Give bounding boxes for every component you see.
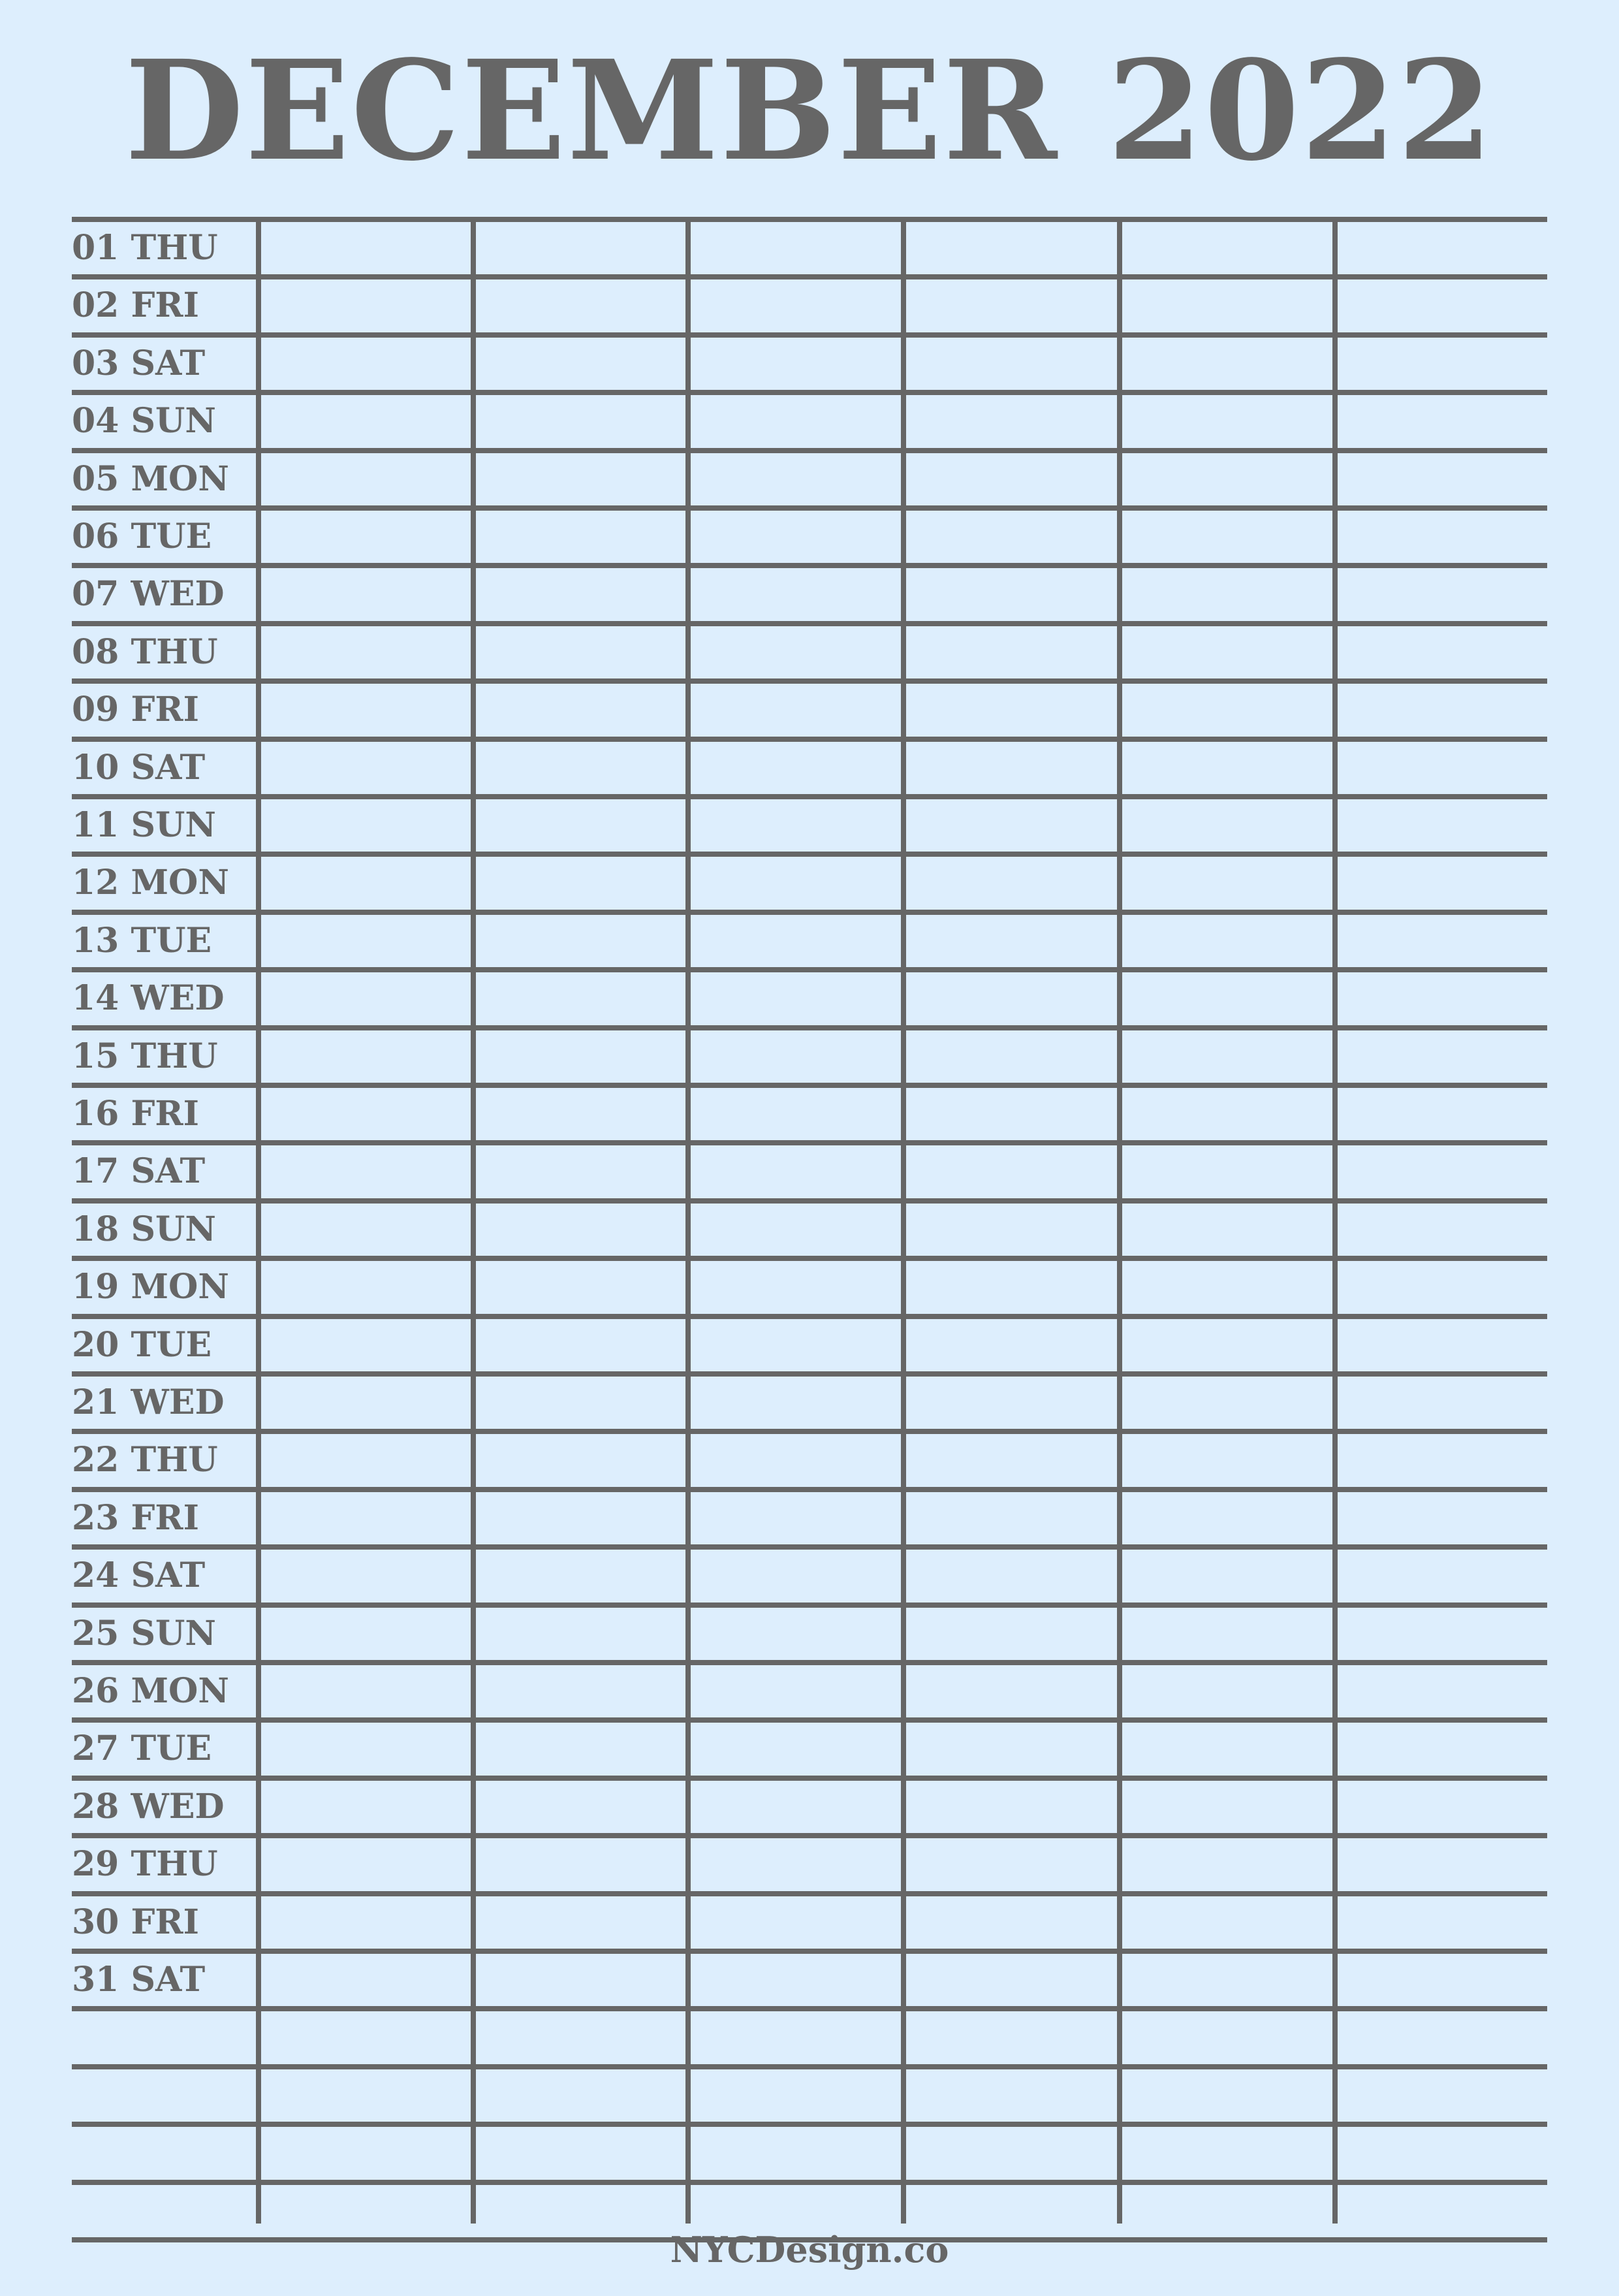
day-label: 17 SAT [72, 1151, 206, 1191]
row-divider [72, 1487, 1547, 1492]
day-label: 19 MON [72, 1267, 229, 1307]
row-divider [72, 1314, 1547, 1319]
day-label: 25 SUN [72, 1614, 216, 1653]
footer-credit: NYCDesign.co [670, 2229, 949, 2271]
row-divider [72, 852, 1547, 857]
day-label: 12 MON [72, 863, 229, 902]
day-label: 13 TUE [72, 921, 212, 961]
row-divider [72, 1660, 1547, 1665]
day-label: 22 THU [72, 1440, 218, 1480]
row-divider [72, 2064, 1547, 2069]
day-label: 26 MON [72, 1671, 229, 1711]
row-divider [72, 2180, 1547, 2185]
row-divider [72, 1833, 1547, 1838]
row-divider [72, 563, 1547, 568]
day-label: 11 SUN [72, 805, 216, 845]
row-divider [72, 1429, 1547, 1434]
day-label: 08 THU [72, 632, 218, 672]
row-divider [72, 1717, 1547, 1723]
day-label: 01 THU [72, 228, 218, 268]
row-divider [72, 678, 1547, 684]
day-label: 07 WED [72, 574, 225, 614]
row-divider [72, 2122, 1547, 2127]
day-label: 14 WED [72, 978, 225, 1018]
column-divider [256, 217, 261, 2224]
row-divider [72, 274, 1547, 279]
row-divider [72, 967, 1547, 972]
day-label: 15 THU [72, 1036, 218, 1076]
column-divider [1117, 217, 1122, 2224]
row-divider [72, 1602, 1547, 1608]
row-divider [72, 390, 1547, 395]
column-divider [901, 217, 906, 2224]
row-divider [72, 1949, 1547, 1954]
column-divider [1332, 217, 1338, 2224]
column-divider [685, 217, 691, 2224]
day-label: 31 SAT [72, 1960, 206, 2000]
day-label: 16 FRI [72, 1094, 199, 1134]
row-divider [72, 1891, 1547, 1896]
row-divider [72, 1256, 1547, 1261]
row-divider [72, 217, 1547, 222]
row-divider [72, 1025, 1547, 1030]
row-divider [72, 2006, 1547, 2011]
row-divider [72, 737, 1547, 742]
day-label: 06 TUE [72, 517, 212, 556]
day-label: 02 FRI [72, 285, 199, 325]
row-divider [72, 910, 1547, 915]
page-title: DECEMBER 2022 [125, 30, 1494, 191]
row-divider [72, 1776, 1547, 1781]
day-label: 27 TUE [72, 1729, 212, 1768]
row-divider [72, 505, 1547, 511]
row-divider [72, 1198, 1547, 1204]
day-label: 05 MON [72, 459, 229, 499]
day-label: 30 FRI [72, 1902, 199, 1942]
row-divider [72, 448, 1547, 453]
day-label: 09 FRI [72, 690, 199, 729]
day-label: 29 THU [72, 1844, 218, 1884]
day-label: 28 WED [72, 1787, 225, 1826]
day-label: 23 FRI [72, 1498, 199, 1538]
row-divider [72, 794, 1547, 799]
row-divider [72, 1371, 1547, 1377]
day-label: 24 SAT [72, 1555, 206, 1595]
row-divider [72, 1083, 1547, 1088]
day-label: 03 SAT [72, 343, 206, 383]
row-divider [72, 332, 1547, 338]
row-divider [72, 1544, 1547, 1550]
day-label: 20 TUE [72, 1325, 212, 1365]
column-divider [471, 217, 476, 2224]
row-divider [72, 1140, 1547, 1145]
day-label: 18 SUN [72, 1209, 216, 1249]
row-divider [72, 621, 1547, 626]
day-label: 21 WED [72, 1382, 225, 1422]
day-label: 10 SAT [72, 748, 206, 788]
day-label: 04 SUN [72, 401, 216, 441]
